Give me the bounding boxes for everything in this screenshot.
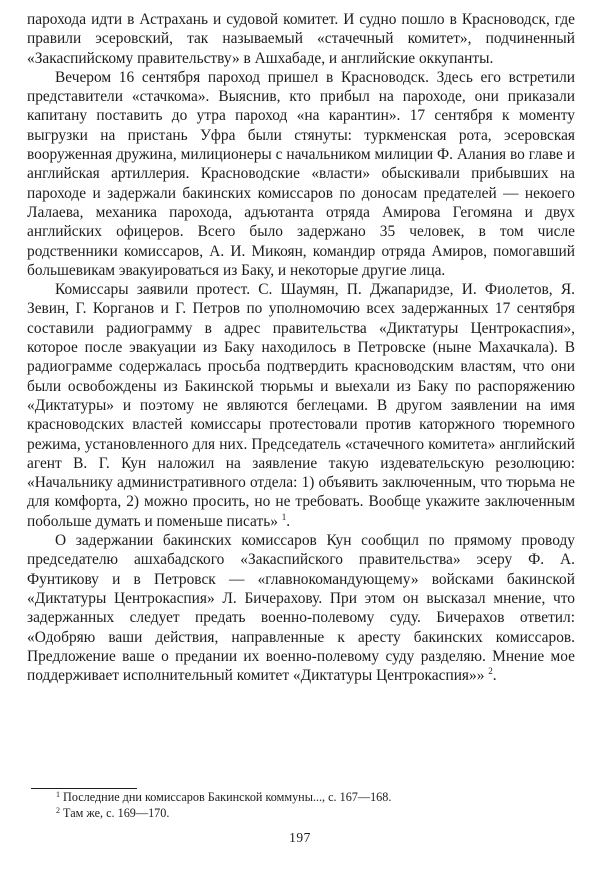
main-text	[27, 10, 575, 685]
paragraph-3-text: Комиссары заявили протест. С. Шаумян, П. Джапаридзе, И. Фиолетов, Я. Зевин, Г. Корганов и Г. Петров по уполномочию всех задержанных 17 сентября составили радиограмму в адрес правительства «Диктатуры Центрокаспия», которое после эвакуации из Баку находилось в Петровске (ныне Махачкала). В радиограмме содержалась просьба подтвердить красноводским властям, что они были освобождены из Бакинской тюрьмы и выехали из Баку по распоряжению «Диктатуры» и поэтому не являются беглецами. В другом заявлении на имя красноводских властей комиссары протестовали против каторжного тюремного режима, установленного для них. Председатель «стачечного комитета» английский агент В. Г. Кун наложил на заявление такую издевательскую резолюцию: «Начальнику административного отдела: 1) объявить заключенным, что тюрьма не для комфорта, 2) можно просить, но не требовать. Вообще укажите заключенным побольше думать и поменьше писать»	[27, 281, 575, 530]
paragraph-4-text: О задержании бакинских комиссаров Кун сообщил по прямому проводу председателю ашхабадского «Закаспийского правительства» эсеру Ф. А. Фунтикову и в Петровск — «главнокомандующему» войсками бакинской «Диктатуры Центрокаспия» Л. Бичерахову. При этом он высказал мнение, что задержанных следует предать военно-полевому суду. Бичерахов ответил: «Одобряю ваши действия, направленные к аресту бакинских комиссаров. Предложение ваше о предании их военно-полевому суду разделяю. Мнение мое поддерживает исполнительный комитет «Диктатуры Центрокаспия»»	[27, 532, 575, 685]
footnote-2-text: Там же, с. 169—170.	[63, 806, 170, 820]
footnote-1-text: Последние дни комиссаров Бакинской коммуны..., с. 167—168.	[63, 790, 392, 804]
paragraph-2-text: Вечером 16 сентября пароход пришел в Красноводск. Здесь его встретили представители «стачкома». Выяснив, кто прибыл на пароходе, они приказали капитану поставить до утра пароход «на карантин». 17 сентября к моменту выгрузки на пристань Уфра были стянуты: туркменская рота, эсеровская вооруженная дружина, милиционеры с начальником милиции Ф. Алания во главе и английская артиллерия. Красноводские «власти» обыскивали прибывших на пароходе и задержали бакинских комиссаров по доносам предателей — некоего Лалаева, механика парохода, адъютанта отряда Амирова Гегомяна и двух английских офицеров. Всего было задержано 35 человек, в том числе родственники комиссаров, А. И. Микоян, командир отряда Амиров, помогавший большевикам эвакуироваться из Баку, и некоторые другие лица.	[27, 68, 575, 279]
paragraph-2	[27, 68, 575, 280]
paragraph-1-text: парохода идти в Астрахань и судовой комитет. И судно пошло в Красноводск, где правили эсеровский, так называемый «стачечный комитет», подчиненный «Закаспийскому правительству» в Ашхабаде, и английские оккупанты.	[27, 11, 575, 67]
footnotes	[56, 789, 576, 821]
paragraph-1	[27, 10, 575, 68]
footnote-1	[56, 789, 576, 805]
footnote-1-mark: 1	[56, 790, 60, 799]
footnote-ref-1: 1	[281, 511, 287, 522]
paragraph-3: Комиссары заявили протест. С. Шаумян, П. Джапаридзе, И. Фиолетов, Я. Зевин, Г. Корганов и Г. Петров по уполномочию всех задержанных 17 сентября составили радиограмму в адрес правительства «Диктатуры Центрокаспия», которое после эвакуации из Баку находилось в Петровске (ныне Махачкала). В радиограмме содержалась просьба подтвердить красноводским властям, что они были освобождены из Бакинской тюрьмы и выехали из Баку по распоряжению «Диктатуры» и поэтому не являются беглецами. В другом заявлении на имя красноводских властей комиссары протестовали против каторжного тюремного режима, установленного для них. Председатель «стачечного комитета» английский агент В. Г. Кун наложил на заявление такую издевательскую резолюцию: «Начальнику административного отдела: 1) объявить заключенным, что тюрьма не для комфорта, 2) можно просить, но не требовать. Вообще укажите заключенным побольше думать и поменьше писать» $^1$.	[27, 281, 575, 530]
page-number: 197	[289, 830, 311, 845]
footnote-2-mark: 2	[56, 806, 60, 815]
footnote-ref-2: 2	[488, 666, 493, 677]
footnote-2	[56, 805, 576, 821]
paragraph-4: О задержании бакинских комиссаров Кун сообщил по прямому проводу председателю ашхабадского «Закаспийского правительства» эсеру Ф. А. Фунтикову и в Петровск — «главнокомандующему» войсками бакинской «Диктатуры Центрокаспия» Л. Бичерахову. При этом он высказал мнение, что задержанных следует предать военно-полевому суду. Бичерахов ответил: «Одобряю ваши действия, направленные к аресту бакинских комиссаров. Предложение ваше о предании их военно-полевому суду разделяю. Мнение мое поддерживает исполнительный комитет «Диктатуры Центрокаспия»» $^2$.	[27, 532, 575, 685]
